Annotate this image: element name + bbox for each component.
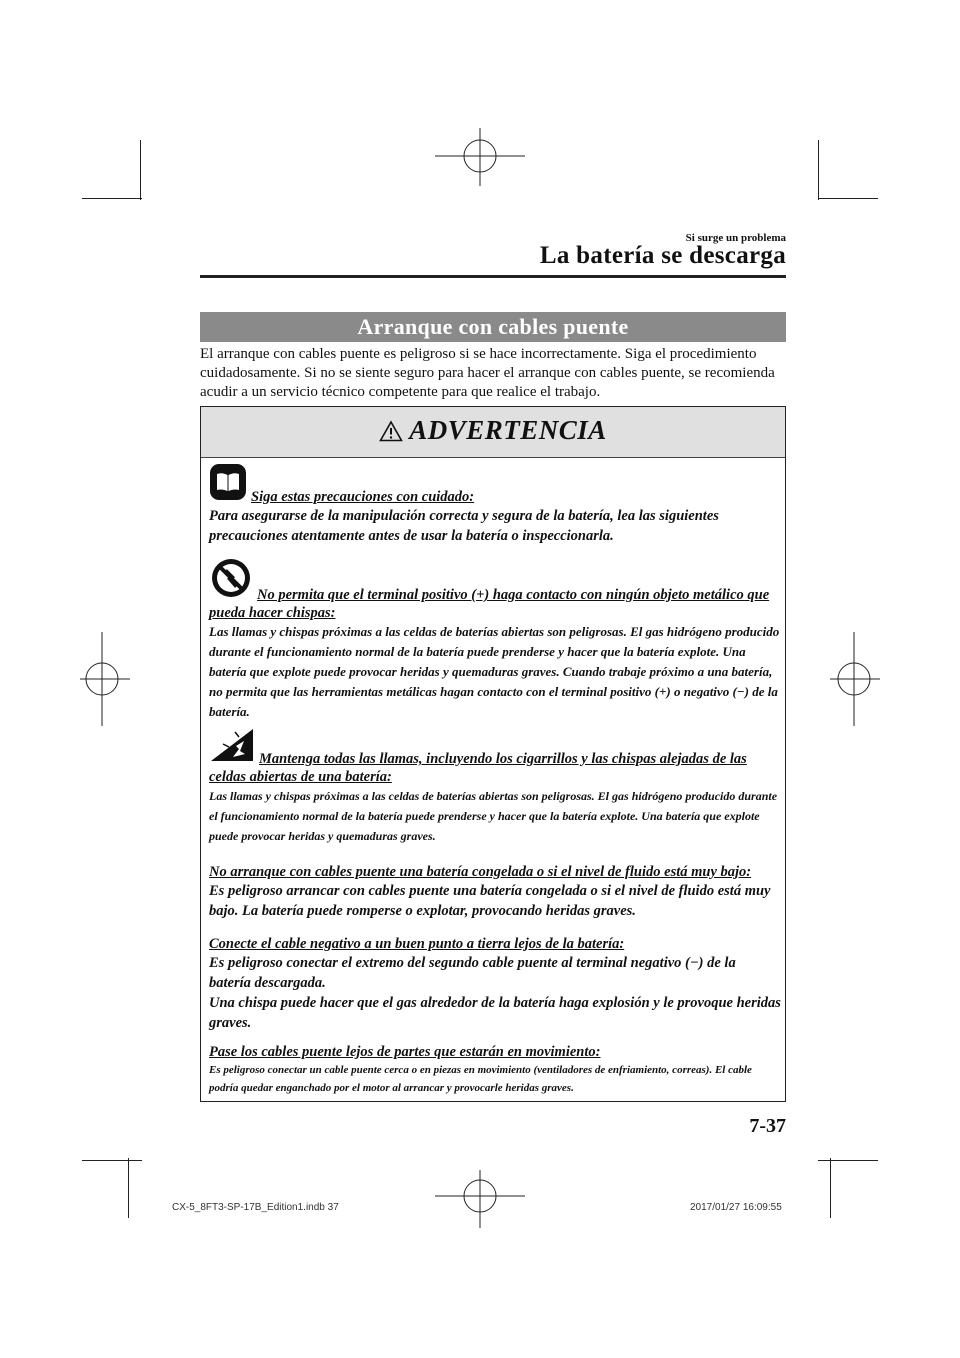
registration-mark-icon — [435, 128, 525, 188]
no-spark-icon — [209, 557, 253, 604]
manual-book-icon — [209, 463, 247, 506]
crop-mark — [140, 140, 141, 200]
warning-item — [209, 935, 781, 1033]
crop-mark — [128, 1158, 129, 1218]
warning-header — [201, 407, 785, 458]
warning-item — [209, 725, 781, 846]
section-banner: Arranque con cables puente — [200, 312, 786, 342]
page-number: 7-37 — [749, 1115, 786, 1137]
crop-mark — [818, 1160, 878, 1161]
explosion-icon — [209, 725, 255, 768]
crop-mark — [818, 198, 878, 199]
item-heading: Pase los cables puente lejos de partes que estarán en movimiento: — [209, 1044, 601, 1060]
warning-title-text: ADVERTENCIA — [409, 415, 607, 445]
item-body: Las llamas y chispas próximas a las celdas de baterías abiertas son peligrosas. El gas hidrógeno producido durante el funcionamiento normal de la batería puede prenderse y hacer que la batería explote. Una batería que explote puede provocar heridas y quemaduras graves. Cuando trabaje próximo a una batería, no permita que las herramientas metálicas hagan contacto con el terminal positivo (+) o negativo (−) de la batería. — [209, 624, 780, 719]
header-divider — [200, 275, 786, 278]
crop-mark — [82, 1160, 142, 1161]
item-body: Una chispa puede hacer que el gas alrededor de la batería haga explosión y le provoque heridas graves. — [209, 995, 781, 1031]
item-body: Es peligroso arrancar con cables puente una batería congelada o si el nivel de fluido está muy bajo. La batería puede romperse o explotar, provocando heridas graves. — [209, 883, 771, 919]
page-title: La batería se descarga — [539, 242, 786, 269]
item-body: Es peligroso conectar el extremo del segundo cable puente al terminal negativo (−) de la batería descargada. — [209, 955, 736, 991]
item-body: Es peligroso conectar un cable puente cerca o en piezas en movimiento (ventiladores de enfriamiento, correas). El cable podría quedar enganchado por el motor al arrancar y provocarle heridas graves. — [209, 1064, 752, 1094]
warning-triangle-icon — [379, 420, 403, 442]
item-body: Las llamas y chispas próximas a las celdas de baterías abiertas son peligrosas. El gas hidrógeno producido durante el funcionamiento normal de la batería puede prenderse y hacer que la batería explote. Una batería que explote puede provocar heridas y quemaduras graves. — [209, 789, 778, 843]
footer-timestamp: 2017/01/27 16:09:55 — [690, 1202, 782, 1213]
item-heading: Mantenga todas las llamas, incluyendo los cigarrillos y las chispas alejadas de las celdas abiertas de una batería: — [209, 751, 747, 785]
item-heading: Conecte el cable negativo a un buen punto a tierra lejos de la batería: — [209, 936, 625, 952]
warning-item — [209, 863, 781, 921]
crop-mark — [830, 1158, 831, 1218]
warning-item — [209, 1043, 781, 1097]
crop-mark — [818, 140, 819, 200]
warning-title — [201, 415, 785, 446]
warning-item — [209, 463, 781, 546]
item-heading: Siga estas precauciones con cuidado: — [251, 489, 475, 505]
item-heading: No permita que el terminal positivo (+) haga contacto con ningún objeto metálico que pueda hacer chispas: — [209, 587, 770, 621]
registration-mark-icon — [435, 1170, 525, 1230]
warning-item — [209, 557, 781, 722]
registration-mark-icon — [830, 632, 880, 726]
crop-mark — [82, 198, 142, 199]
intro-paragraph: El arranque con cables puente es peligroso si se hace incorrectamente. Siga el procedimiento cuidadosamente. Si no se siente seguro para hacer el arranque con cables puente, se recomienda acudir a un servicio técnico competente para que realice el trabajo. — [200, 346, 775, 400]
warning-box — [200, 406, 786, 1102]
registration-mark-icon — [80, 632, 130, 726]
item-body: Para asegurarse de la manipulación correcta y segura de la batería, lea las siguientes precauciones atentamente antes de usar la batería o inspeccionarla. — [209, 508, 719, 544]
section-label: Si surge un problema — [685, 232, 786, 244]
footer-file: CX-5_8FT3-SP-17B_Edition1.indb 37 — [172, 1202, 339, 1213]
item-heading: No arranque con cables puente una batería congelada o si el nivel de fluido está muy bajo: — [209, 864, 752, 880]
